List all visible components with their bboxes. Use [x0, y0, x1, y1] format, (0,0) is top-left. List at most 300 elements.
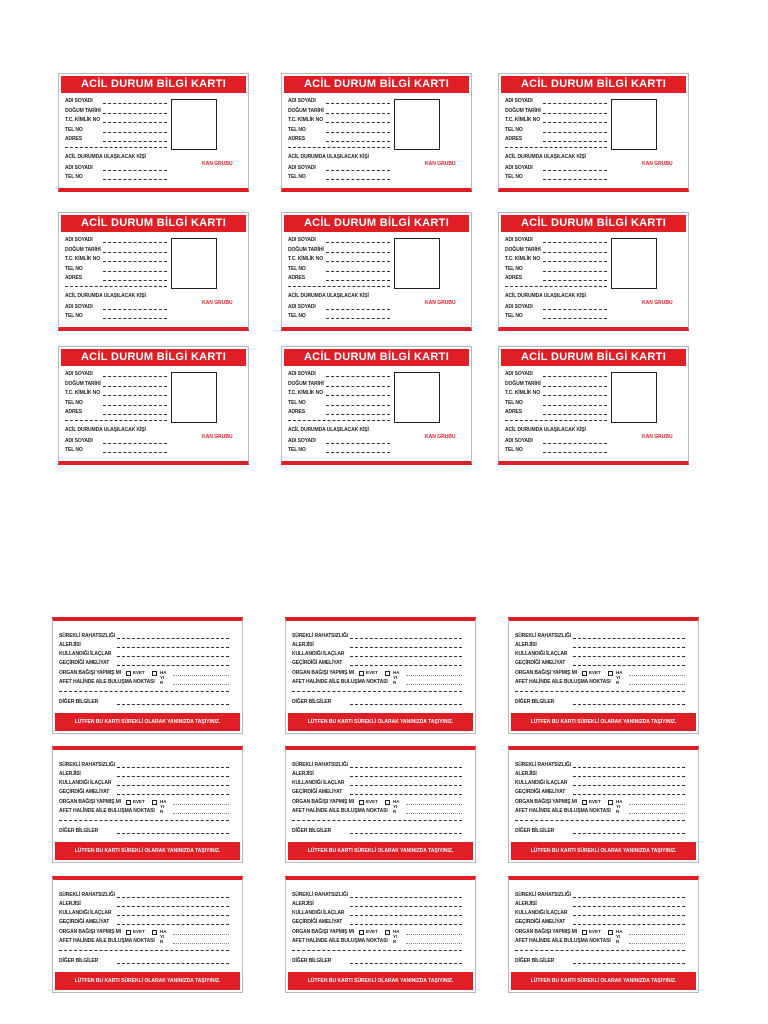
address-line-2 — [288, 420, 390, 421]
allergy-line — [350, 906, 462, 907]
name-line — [543, 376, 607, 377]
name-line — [103, 103, 167, 104]
allergy-label: ALERJİSİ — [59, 901, 81, 907]
organ-yes-checkbox[interactable] — [359, 800, 364, 805]
address-line — [326, 141, 390, 142]
blood-type-label: KAN GRUBU — [642, 300, 673, 306]
address-line-2 — [505, 286, 607, 287]
surgery-label: GEÇİRDİĞİ AMELİYAT — [292, 660, 343, 666]
chronic-illness-label: SÜREKLİ RAHATSIZLIĞI — [515, 892, 571, 898]
contact-name-line — [543, 170, 607, 171]
photo-box — [611, 372, 657, 423]
allergy-label: ALERJİSİ — [292, 642, 314, 648]
chronic-illness-label: SÜREKLİ RAHATSIZLIĞI — [515, 762, 571, 768]
medications-label: KULLANDIĞI İLAÇLAR — [292, 910, 345, 916]
name-label: ADI SOYADI — [288, 371, 316, 377]
contact-name-line — [103, 309, 167, 310]
birth-date-line — [543, 113, 607, 114]
chronic-illness-label: SÜREKLİ RAHATSIZLIĞI — [515, 633, 571, 639]
chronic-illness-line — [117, 767, 229, 768]
blood-type-label: KAN GRUBU — [425, 300, 456, 306]
organ-yes-label: EVET — [366, 799, 378, 804]
other-info-label: DİĞER BİLGİLER — [515, 828, 555, 834]
medications-line — [573, 915, 685, 916]
id-card-front — [281, 346, 472, 465]
carry-card-footer: LÜTFEN BU KARTI SÜREKLİ OLARAK YANINIZDA TAŞIYINIZ. — [55, 713, 240, 731]
phone-line — [103, 132, 167, 133]
phone-label: TEL NO — [288, 266, 306, 272]
address-label: ADRES — [505, 275, 523, 281]
birth-date-line — [326, 252, 390, 253]
meeting-point-line — [406, 943, 462, 944]
allergy-line — [117, 647, 229, 648]
chronic-illness-line — [117, 897, 229, 898]
carry-card-footer: LÜTFEN BU KARTI SÜREKLİ OLARAK YANINIZDA TAŞIYINIZ. — [511, 972, 696, 990]
chronic-illness-label: SÜREKLİ RAHATSIZLIĞI — [59, 892, 115, 898]
organ-yes-label: EVET — [133, 929, 145, 934]
meeting-point-line-2 — [515, 691, 685, 692]
phone-line — [543, 405, 607, 406]
emergency-contact-heading: ACİL DURUMDA ULAŞILACAK KİŞİ — [288, 427, 369, 433]
phone-label: TEL NO — [288, 400, 306, 406]
blood-type-label: KAN GRUBU — [202, 434, 233, 440]
allergy-label: ALERJİSİ — [59, 642, 81, 648]
name-label: ADI SOYADI — [65, 371, 93, 377]
tc-id-label: T.C. KİMLİK NO — [288, 256, 323, 262]
tc-id-label: T.C. KİMLİK NO — [65, 117, 100, 123]
photo-box — [394, 99, 440, 150]
meeting-point-line-2 — [515, 950, 685, 951]
allergy-label: ALERJİSİ — [292, 771, 314, 777]
allergy-label: ALERJİSİ — [515, 642, 537, 648]
contact-phone-label: TEL NO — [288, 174, 306, 180]
address-label: ADRES — [65, 136, 83, 142]
phone-line — [103, 271, 167, 272]
address-label: ADRES — [65, 409, 83, 415]
organ-line — [629, 675, 685, 676]
card-title: ACİL DURUM BİLGİ KARTI — [284, 76, 469, 93]
organ-no-label: HAYIR — [616, 929, 623, 944]
other-info-line — [117, 963, 229, 964]
id-card-back — [285, 746, 476, 863]
birth-date-line — [543, 252, 607, 253]
organ-no-checkbox[interactable] — [385, 930, 390, 935]
tc-id-label: T.C. KİMLİK NO — [288, 117, 323, 123]
contact-phone-line — [543, 452, 607, 453]
address-label: ADRES — [288, 409, 306, 415]
id-card-front — [58, 212, 249, 331]
tc-id-line — [103, 122, 167, 123]
organ-line — [629, 804, 685, 805]
contact-name-label: ADI SOYADI — [65, 438, 93, 444]
address-line-2 — [65, 286, 167, 287]
meeting-point-line — [406, 684, 462, 685]
organ-no-checkbox[interactable] — [608, 930, 613, 935]
card-title: ACİL DURUM BİLGİ KARTI — [61, 349, 246, 366]
tc-id-label: T.C. KİMLİK NO — [65, 256, 100, 262]
id-card-front — [281, 212, 472, 331]
other-info-label: DİĞER BİLGİLER — [292, 828, 332, 834]
contact-name-line — [326, 309, 390, 310]
medications-line — [117, 785, 229, 786]
meeting-point-line — [629, 943, 685, 944]
name-line — [326, 103, 390, 104]
birth-date-label: DOĞUM TARİHİ — [288, 381, 324, 387]
chronic-illness-line — [117, 638, 229, 639]
birth-date-line — [103, 252, 167, 253]
blood-type-label: KAN GRUBU — [642, 161, 673, 167]
allergy-line — [350, 647, 462, 648]
chronic-illness-line — [573, 897, 685, 898]
address-line — [103, 414, 167, 415]
name-line — [326, 242, 390, 243]
organ-yes-checkbox[interactable] — [582, 930, 587, 935]
medications-line — [350, 785, 462, 786]
organ-yes-checkbox[interactable] — [126, 930, 131, 935]
other-info-label: DİĞER BİLGİLER — [515, 958, 555, 964]
address-line — [103, 141, 167, 142]
meeting-point-label: AFET HALİNDE AİLE BULUŞMA NOKTASI — [292, 938, 388, 944]
organ-no-checkbox[interactable] — [152, 800, 157, 805]
phone-line — [326, 271, 390, 272]
allergy-label: ALERJİSİ — [59, 771, 81, 777]
id-card-back — [508, 746, 699, 863]
address-line — [326, 414, 390, 415]
meeting-point-line — [173, 813, 229, 814]
allergy-line — [573, 906, 685, 907]
id-card-front — [58, 346, 249, 465]
medications-line — [573, 785, 685, 786]
tc-id-line — [543, 122, 607, 123]
blood-type-label: KAN GRUBU — [202, 161, 233, 167]
organ-donation-label: ORGAN BAĞIŞI YAPMIŞ MI — [515, 799, 577, 805]
id-card-back — [285, 617, 476, 734]
organ-yes-checkbox[interactable] — [126, 671, 131, 676]
organ-donation-label: ORGAN BAĞIŞI YAPMIŞ MI — [292, 670, 354, 676]
address-line — [543, 280, 607, 281]
emergency-contact-heading: ACİL DURUMDA ULAŞILACAK KİŞİ — [505, 293, 586, 299]
organ-donation-label: ORGAN BAĞIŞI YAPMIŞ MI — [59, 670, 121, 676]
organ-yes-label: EVET — [366, 670, 378, 675]
organ-line — [406, 934, 462, 935]
meeting-point-label: AFET HALİNDE AİLE BULUŞMA NOKTASI — [59, 679, 155, 685]
contact-name-line — [326, 170, 390, 171]
phone-label: TEL NO — [65, 400, 83, 406]
card-title: ACİL DURUM BİLGİ KARTI — [61, 215, 246, 232]
birth-date-label: DOĞUM TARİHİ — [65, 247, 101, 253]
emergency-contact-heading: ACİL DURUMDA ULAŞILACAK KİŞİ — [505, 427, 586, 433]
organ-line — [173, 934, 229, 935]
card-title: ACİL DURUM BİLGİ KARTI — [501, 349, 686, 366]
organ-line — [173, 675, 229, 676]
meeting-point-line — [406, 813, 462, 814]
organ-donation-label: ORGAN BAĞIŞI YAPMIŞ MI — [292, 929, 354, 935]
carry-card-footer: LÜTFEN BU KARTI SÜREKLİ OLARAK YANINIZDA TAŞIYINIZ. — [288, 842, 473, 860]
tc-id-line — [103, 261, 167, 262]
surgery-label: GEÇİRDİĞİ AMELİYAT — [515, 789, 566, 795]
carry-card-footer: LÜTFEN BU KARTI SÜREKLİ OLARAK YANINIZDA TAŞIYINIZ. — [511, 842, 696, 860]
tc-id-label: T.C. KİMLİK NO — [288, 390, 323, 396]
name-label: ADI SOYADI — [65, 237, 93, 243]
organ-line — [406, 804, 462, 805]
organ-no-checkbox[interactable] — [385, 800, 390, 805]
blood-type-label: KAN GRUBU — [202, 300, 233, 306]
address-label: ADRES — [505, 136, 523, 142]
surgery-label: GEÇİRDİĞİ AMELİYAT — [59, 789, 110, 795]
allergy-line — [117, 776, 229, 777]
organ-yes-label: EVET — [589, 799, 601, 804]
organ-no-label: HAYIR — [393, 670, 400, 685]
phone-label: TEL NO — [65, 127, 83, 133]
contact-phone-line — [326, 452, 390, 453]
organ-no-label: HAYIR — [616, 670, 623, 685]
chronic-illness-label: SÜREKLİ RAHATSIZLIĞI — [292, 892, 348, 898]
name-label: ADI SOYADI — [505, 237, 533, 243]
phone-line — [543, 271, 607, 272]
organ-donation-label: ORGAN BAĞIŞI YAPMIŞ MI — [515, 670, 577, 676]
organ-donation-label: ORGAN BAĞIŞI YAPMIŞ MI — [515, 929, 577, 935]
photo-box — [171, 99, 217, 150]
blood-type-label: KAN GRUBU — [425, 434, 456, 440]
meeting-point-line-2 — [292, 691, 462, 692]
phone-label: TEL NO — [505, 127, 523, 133]
meeting-point-label: AFET HALİNDE AİLE BULUŞMA NOKTASI — [515, 679, 611, 685]
meeting-point-line-2 — [292, 820, 462, 821]
name-label: ADI SOYADI — [505, 371, 533, 377]
surgery-label: GEÇİRDİĞİ AMELİYAT — [292, 919, 343, 925]
emergency-contact-heading: ACİL DURUMDA ULAŞILACAK KİŞİ — [505, 154, 586, 160]
organ-yes-label: EVET — [133, 670, 145, 675]
surgery-line — [573, 924, 685, 925]
organ-no-checkbox[interactable] — [385, 671, 390, 676]
name-label: ADI SOYADI — [65, 98, 93, 104]
birth-date-label: DOĞUM TARİHİ — [65, 108, 101, 114]
chronic-illness-line — [350, 767, 462, 768]
organ-yes-checkbox[interactable] — [582, 671, 587, 676]
organ-yes-checkbox[interactable] — [582, 800, 587, 805]
contact-phone-line — [326, 179, 390, 180]
phone-label: TEL NO — [65, 266, 83, 272]
contact-phone-label: TEL NO — [65, 174, 83, 180]
birth-date-line — [326, 113, 390, 114]
organ-yes-checkbox[interactable] — [126, 800, 131, 805]
id-card-back — [52, 876, 243, 993]
name-label: ADI SOYADI — [505, 98, 533, 104]
allergy-line — [573, 776, 685, 777]
birth-date-label: DOĞUM TARİHİ — [288, 247, 324, 253]
contact-phone-line — [103, 452, 167, 453]
other-info-line — [573, 963, 685, 964]
contact-name-label: ADI SOYADI — [288, 165, 316, 171]
other-info-line — [350, 704, 462, 705]
organ-yes-label: EVET — [366, 929, 378, 934]
chronic-illness-label: SÜREKLİ RAHATSIZLIĞI — [59, 762, 115, 768]
id-card-front — [281, 73, 472, 192]
medications-line — [117, 915, 229, 916]
chronic-illness-line — [350, 897, 462, 898]
photo-box — [611, 99, 657, 150]
surgery-label: GEÇİRDİĞİ AMELİYAT — [515, 919, 566, 925]
medications-line — [117, 656, 229, 657]
contact-name-line — [543, 309, 607, 310]
tc-id-line — [326, 395, 390, 396]
organ-no-checkbox[interactable] — [152, 671, 157, 676]
organ-yes-label: EVET — [133, 799, 145, 804]
medications-line — [350, 656, 462, 657]
card-title: ACİL DURUM BİLGİ KARTI — [284, 215, 469, 232]
id-card-back — [285, 876, 476, 993]
meeting-point-label: AFET HALİNDE AİLE BULUŞMA NOKTASI — [59, 808, 155, 814]
other-info-label: DİĞER BİLGİLER — [59, 699, 99, 705]
photo-box — [171, 238, 217, 289]
medications-label: KULLANDIĞI İLAÇLAR — [292, 780, 345, 786]
id-card-front — [498, 73, 689, 192]
surgery-label: GEÇİRDİĞİ AMELİYAT — [292, 789, 343, 795]
tc-id-line — [103, 395, 167, 396]
id-card-back — [508, 876, 699, 993]
other-info-label: DİĞER BİLGİLER — [59, 958, 99, 964]
organ-donation-label: ORGAN BAĞIŞI YAPMIŞ MI — [59, 929, 121, 935]
contact-phone-label: TEL NO — [288, 447, 306, 453]
other-info-line — [573, 833, 685, 834]
tc-id-line — [543, 395, 607, 396]
contact-name-label: ADI SOYADI — [505, 304, 533, 310]
photo-box — [611, 238, 657, 289]
meeting-point-line — [173, 943, 229, 944]
id-card-front — [58, 73, 249, 192]
id-card-back — [52, 746, 243, 863]
surgery-line — [350, 794, 462, 795]
organ-no-checkbox[interactable] — [152, 930, 157, 935]
meeting-point-label: AFET HALİNDE AİLE BULUŞMA NOKTASI — [59, 938, 155, 944]
birth-date-label: DOĞUM TARİHİ — [505, 108, 541, 114]
photo-box — [394, 238, 440, 289]
birth-date-line — [103, 113, 167, 114]
organ-yes-checkbox[interactable] — [359, 930, 364, 935]
carry-card-footer: LÜTFEN BU KARTI SÜREKLİ OLARAK YANINIZDA TAŞIYINIZ. — [288, 713, 473, 731]
organ-donation-label: ORGAN BAĞIŞI YAPMIŞ MI — [59, 799, 121, 805]
contact-phone-line — [543, 318, 607, 319]
tc-id-label: T.C. KİMLİK NO — [505, 117, 540, 123]
surgery-label: GEÇİRDİĞİ AMELİYAT — [515, 660, 566, 666]
surgery-line — [573, 665, 685, 666]
medications-label: KULLANDIĞI İLAÇLAR — [515, 651, 568, 657]
medications-label: KULLANDIĞI İLAÇLAR — [59, 780, 112, 786]
allergy-line — [117, 906, 229, 907]
card-title: ACİL DURUM BİLGİ KARTI — [501, 76, 686, 93]
meeting-point-label: AFET HALİNDE AİLE BULUŞMA NOKTASI — [292, 808, 388, 814]
emergency-contact-heading: ACİL DURUMDA ULAŞILACAK KİŞİ — [65, 427, 146, 433]
organ-yes-label: EVET — [589, 929, 601, 934]
contact-name-label: ADI SOYADI — [65, 165, 93, 171]
other-info-label: DİĞER BİLGİLER — [292, 699, 332, 705]
photo-box — [394, 372, 440, 423]
name-line — [543, 242, 607, 243]
chronic-illness-line — [573, 767, 685, 768]
medications-label: KULLANDIĞI İLAÇLAR — [59, 910, 112, 916]
organ-no-checkbox[interactable] — [608, 671, 613, 676]
surgery-line — [117, 924, 229, 925]
meeting-point-line — [629, 813, 685, 814]
address-line — [326, 280, 390, 281]
address-label: ADRES — [288, 136, 306, 142]
carry-card-footer: LÜTFEN BU KARTI SÜREKLİ OLARAK YANINIZDA TAŞIYINIZ. — [511, 713, 696, 731]
other-info-label: DİĞER BİLGİLER — [515, 699, 555, 705]
address-line-2 — [505, 420, 607, 421]
organ-no-label: HAYIR — [160, 670, 167, 685]
tc-id-label: T.C. KİMLİK NO — [505, 256, 540, 262]
chronic-illness-line — [350, 638, 462, 639]
photo-box — [171, 372, 217, 423]
card-title: ACİL DURUM BİLGİ KARTI — [284, 349, 469, 366]
address-line-2 — [505, 147, 607, 148]
blood-type-label: KAN GRUBU — [642, 434, 673, 440]
carry-card-footer: LÜTFEN BU KARTI SÜREKLİ OLARAK YANINIZDA TAŞIYINIZ. — [55, 842, 240, 860]
contact-phone-label: TEL NO — [505, 174, 523, 180]
medications-line — [350, 915, 462, 916]
carry-card-footer: LÜTFEN BU KARTI SÜREKLİ OLARAK YANINIZDA TAŞIYINIZ. — [55, 972, 240, 990]
other-info-label: DİĞER BİLGİLER — [292, 958, 332, 964]
address-line-2 — [65, 420, 167, 421]
address-line-2 — [288, 286, 390, 287]
name-line — [543, 103, 607, 104]
contact-name-label: ADI SOYADI — [288, 304, 316, 310]
surgery-line — [117, 794, 229, 795]
phone-line — [103, 405, 167, 406]
id-card-front — [498, 212, 689, 331]
medications-label: KULLANDIĞI İLAÇLAR — [515, 910, 568, 916]
medications-label: KULLANDIĞI İLAÇLAR — [59, 651, 112, 657]
organ-no-checkbox[interactable] — [608, 800, 613, 805]
contact-phone-label: TEL NO — [505, 313, 523, 319]
allergy-line — [573, 647, 685, 648]
contact-name-line — [543, 443, 607, 444]
allergy-label: ALERJİSİ — [292, 901, 314, 907]
emergency-contact-heading: ACİL DURUMDA ULAŞILACAK KİŞİ — [288, 154, 369, 160]
medications-label: KULLANDIĞI İLAÇLAR — [292, 651, 345, 657]
tc-id-line — [326, 122, 390, 123]
tc-id-line — [326, 261, 390, 262]
organ-yes-checkbox[interactable] — [359, 671, 364, 676]
other-info-line — [117, 704, 229, 705]
phone-label: TEL NO — [505, 266, 523, 272]
organ-line — [406, 675, 462, 676]
organ-no-label: HAYIR — [393, 799, 400, 814]
organ-no-label: HAYIR — [160, 799, 167, 814]
other-info-line — [350, 963, 462, 964]
chronic-illness-label: SÜREKLİ RAHATSIZLIĞI — [292, 633, 348, 639]
contact-name-label: ADI SOYADI — [288, 438, 316, 444]
emergency-contact-heading: ACİL DURUMDA ULAŞILACAK KİŞİ — [65, 154, 146, 160]
contact-phone-label: TEL NO — [505, 447, 523, 453]
meeting-point-label: AFET HALİNDE AİLE BULUŞMA NOKTASI — [515, 938, 611, 944]
surgery-line — [117, 665, 229, 666]
chronic-illness-label: SÜREKLİ RAHATSIZLIĞI — [59, 633, 115, 639]
phone-label: TEL NO — [505, 400, 523, 406]
tc-id-label: T.C. KİMLİK NO — [505, 390, 540, 396]
phone-line — [543, 132, 607, 133]
id-card-back — [52, 617, 243, 734]
name-label: ADI SOYADI — [288, 237, 316, 243]
address-line-2 — [65, 147, 167, 148]
contact-name-line — [103, 443, 167, 444]
surgery-line — [573, 794, 685, 795]
surgery-line — [350, 665, 462, 666]
birth-date-line — [103, 386, 167, 387]
chronic-illness-line — [573, 638, 685, 639]
chronic-illness-label: SÜREKLİ RAHATSIZLIĞI — [292, 762, 348, 768]
carry-card-footer: LÜTFEN BU KARTI SÜREKLİ OLARAK YANINIZDA TAŞIYINIZ. — [288, 972, 473, 990]
